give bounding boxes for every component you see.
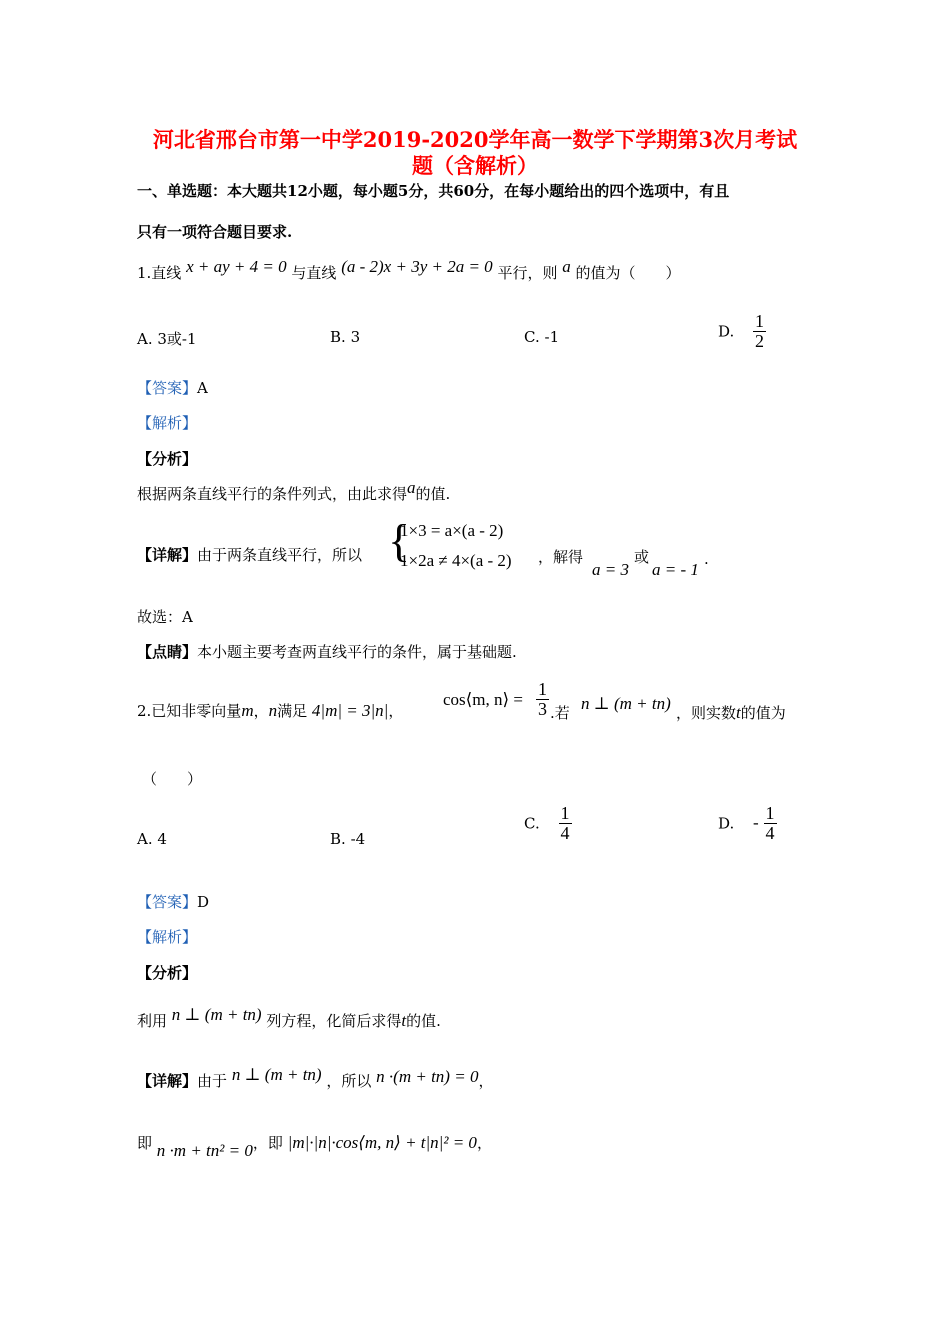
detail-label: 【详解】 [137, 1072, 198, 1090]
q2-option-d-fraction [764, 804, 777, 843]
answer-value: D [197, 893, 210, 911]
fraction-numerator: 1 [560, 803, 570, 823]
q1-solution-period: . [704, 550, 709, 568]
option-label: C. [524, 814, 540, 833]
q1-system-eq1: 1×3 = a×(a - 2) [400, 521, 504, 540]
system-brace: { [388, 515, 411, 566]
fraction-denominator: 2 [755, 330, 765, 351]
q2-cos-fraction [536, 680, 549, 719]
option-label: B. [330, 328, 346, 346]
dianjing-text: 本小题主要考查两直线平行的条件，属于基础题. [197, 643, 517, 661]
detail-equation: n ·(m + tn) = 0 [376, 1067, 479, 1086]
option-text: 3或-1 [157, 330, 197, 348]
q2-option-d [718, 804, 777, 843]
q1-mid-text: 与直线 [291, 264, 337, 282]
fraction-numerator: 1 [538, 679, 547, 699]
q1-stem [137, 257, 681, 283]
derivation-ji2: ，即 [252, 1134, 283, 1152]
fenxi-mid: 列方程，化简后求得 [266, 1012, 402, 1030]
q2-suffix1: ，则实数 [676, 704, 737, 722]
q1-analysis-label: 【解析】 [137, 414, 198, 432]
q1-detail-mid: ，解得 [538, 548, 584, 566]
option-text: -4 [350, 830, 366, 848]
option-label: B. [330, 830, 346, 848]
fenxi-pre: 利用 [137, 1012, 168, 1030]
q1-line2-equation: (a - 2)x + 3y + 2a = 0 [341, 257, 493, 276]
q1-solution-1: a = 3 [592, 560, 629, 579]
fenxi-variable: a [407, 478, 416, 497]
q1-solution-or: 或 [634, 548, 650, 566]
option-text: 3 [350, 328, 361, 346]
fraction-denominator: 4 [560, 822, 570, 843]
fenxi-variable: t [401, 1011, 407, 1030]
fraction-denominator: 3 [538, 698, 547, 719]
q2-suffix2: 的值为 [740, 704, 786, 722]
derivation-end: ， [476, 1134, 492, 1152]
fenxi-text: 根据两条直线平行的条件列式，由此求得 [137, 485, 408, 503]
answer-label: 【答案】 [137, 893, 198, 911]
q2-option-a [137, 830, 167, 848]
q1-suffix1: 平行，则 [497, 264, 558, 282]
q2-paren: （ ） [142, 770, 203, 788]
q1-option-a [137, 328, 197, 349]
q1-option-d [718, 312, 766, 351]
q2-analysis-label: 【解析】 [137, 928, 198, 946]
q2-vector-n: n [268, 701, 278, 720]
q1-option-d-fraction [753, 312, 766, 351]
option-label: C. [524, 328, 540, 346]
q2-suffix [676, 702, 786, 723]
q1-system-eq2: 1×2a ≠ 4×(a - 2) [400, 551, 512, 570]
option-label: D. [718, 322, 735, 341]
fenxi-text-end: 的值. [415, 485, 451, 503]
detail-text: 由于两条直线平行，所以 [197, 546, 363, 564]
q2-option-b [330, 830, 365, 848]
q2-comma: ， [388, 702, 404, 720]
fraction-numerator: 1 [755, 311, 765, 331]
q1-option-b [330, 328, 360, 346]
q1-variable: a [562, 257, 571, 276]
section-heading-line2: 只有一项符合题目要求. [137, 223, 293, 241]
q2-mid: 满足 [277, 702, 308, 720]
q1-answer [137, 377, 208, 398]
q1-prefix: 1.直线 [137, 264, 182, 282]
detail-pre: 由于 [197, 1072, 228, 1090]
dianjing-label: 【点睛】 [137, 643, 198, 661]
q2-detail [137, 1065, 494, 1091]
q1-suffix2: 的值为（ ） [575, 264, 681, 282]
q2-cos-expression: cos⟨m, n⟩ = [443, 690, 523, 709]
document-title-line2: 题（含解析） [412, 153, 538, 178]
q1-option-c [524, 328, 559, 346]
option-label: A. [137, 830, 153, 848]
detail-end: ， [478, 1072, 494, 1090]
fenxi-expression: n ⊥ (m + tn) [171, 1005, 262, 1024]
q2-sep: ， [253, 702, 269, 720]
fraction-numerator: 1 [765, 803, 775, 823]
option-text: 4 [157, 830, 167, 848]
q1-detail-intro [137, 544, 362, 565]
q2-variable-t: t [736, 703, 741, 722]
q1-solution-2: a = - 1 [652, 560, 699, 579]
q1-line1-equation: x + ay + 4 = 0 [186, 257, 287, 276]
derivation-equation-a: n ·m + tn² = 0 [156, 1141, 253, 1160]
q2-answer [137, 891, 209, 912]
q2-vector-m: m [241, 701, 254, 720]
derivation-ji: 即 [137, 1134, 153, 1152]
q2-stem [137, 700, 403, 721]
q2-perp-condition: n ⊥ (m + tn) [581, 694, 671, 713]
option-label: D. [718, 814, 735, 833]
option-text: -1 [544, 328, 560, 346]
q2-option-c [524, 804, 572, 843]
section-heading-line1: 一、单选题：本大题共12小题，每小题5分，共60分，在每小题给出的四个选项中，有且 [137, 182, 730, 200]
q2-prefix: 2.已知非零向量 [137, 702, 242, 720]
answer-value: A [197, 379, 208, 397]
detail-mid: ，所以 [326, 1072, 372, 1090]
q2-fenxi-label: 【分析】 [137, 964, 198, 982]
q2-derivation [137, 1132, 492, 1160]
q1-fenxi-text [137, 478, 451, 504]
q1-fenxi-label: 【分析】 [137, 450, 198, 468]
q1-dianjing [137, 641, 517, 662]
q1-choose: 故选：A [137, 608, 193, 626]
q2-option-c-fraction [559, 804, 572, 843]
derivation-equation-b: |m|·|n|·cos⟨m, n⟩ + t|n|² = 0 [287, 1133, 477, 1152]
q2-ruo: .若 [550, 704, 570, 722]
q2-condition-1: 4|m| = 3|n| [311, 701, 389, 720]
detail-label: 【详解】 [137, 546, 198, 564]
answer-label: 【答案】 [137, 379, 198, 397]
fraction-denominator: 4 [765, 822, 775, 843]
option-sign: - [753, 813, 759, 833]
q2-fenxi-text [137, 1005, 441, 1031]
option-label: A. [137, 330, 153, 348]
fenxi-end: 的值. [406, 1012, 441, 1030]
document-title-line1: 河北省邢台市第一中学2019-2020学年高一数学下学期第3次月考试 [152, 127, 798, 152]
detail-expression: n ⊥ (m + tn) [231, 1065, 322, 1084]
